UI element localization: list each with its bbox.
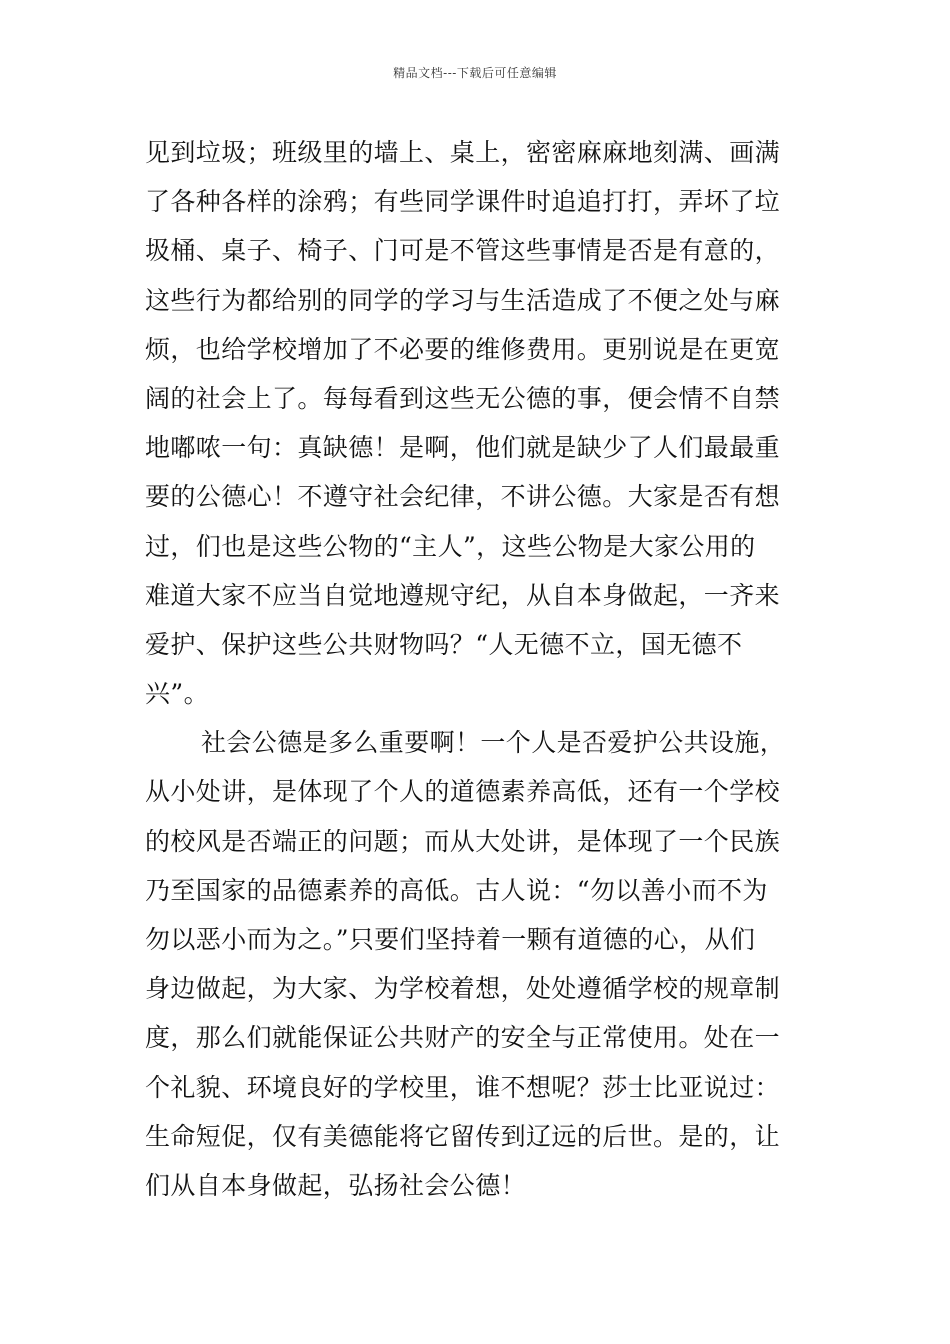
text-line: 身边做起，为大家、为学校着想，处处遵循学校的规章制	[145, 974, 781, 1004]
paragraph-2	[145, 718, 810, 1210]
text-line: 兴”。	[145, 679, 209, 709]
text-line: 个礼貌、环境良好的学校里，谁不想呢？莎士比亚说过：	[145, 1072, 781, 1102]
text-line-indented: 社会公德是多么重要啊！一个人是否爱护公共设施，	[201, 728, 786, 758]
text-line: 生命短促，仅有美德能将它留传到辽远的后世。是的，让	[145, 1121, 781, 1151]
text-line: 爱护、保护这些公共财物吗？“人无德不立，国无德不	[145, 629, 743, 659]
paragraph-1	[145, 128, 810, 718]
text-line: 们从自本身做起，弘扬社会公德！	[145, 1170, 527, 1200]
text-line: 难道大家不应当自觉地遵规守纪，从自本身做起，一齐来	[145, 580, 781, 610]
text-line: 勿以恶小而为之。”只要们坚持着一颗有道德的心，从们	[145, 925, 756, 954]
text-line: 乃至国家的品德素养的高低。古人说：“勿以善小而不为	[145, 875, 768, 905]
text-line: 的校风是否端正的问题；而从大处讲，是体现了一个民族	[145, 826, 781, 856]
page-header: 精品文档---下载后可任意编辑	[393, 66, 557, 80]
text-line: 阔的社会上了。每每看到这些无公德的事，便会情不自禁	[145, 383, 781, 413]
text-line: 要的公德心！不遵守社会纪律，不讲公德。大家是否有想	[145, 482, 781, 512]
text-line: 见到垃圾；班级里的墙上、桌上，密密麻麻地刻满、画满	[145, 138, 781, 167]
text-line: 这些行为都给别的同学的学习与生活造成了不便之处与麻	[145, 285, 781, 315]
text-line: 过，们也是这些公物的“主人”，这些公物是大家公用的	[145, 531, 756, 561]
document-body	[145, 128, 810, 1210]
text-line: 从小处讲，是体现了个人的道德素养高低，还有一个学校	[145, 777, 781, 807]
text-line: 了各种各样的涂鸦；有些同学课件时追追打打，弄坏了垃	[145, 187, 781, 217]
text-line: 度，那么们就能保证公共财产的安全与正常使用。处在一	[145, 1023, 781, 1053]
text-line: 圾桶、桌子、椅子、门可是不管这些事情是否是有意的，	[145, 236, 781, 266]
text-line: 地嘟哝一句：真缺德！是啊，他们就是缺少了人们最最重	[145, 433, 781, 463]
text-line: 烦，也给学校增加了不必要的维修费用。更别说是在更宽	[145, 334, 781, 364]
